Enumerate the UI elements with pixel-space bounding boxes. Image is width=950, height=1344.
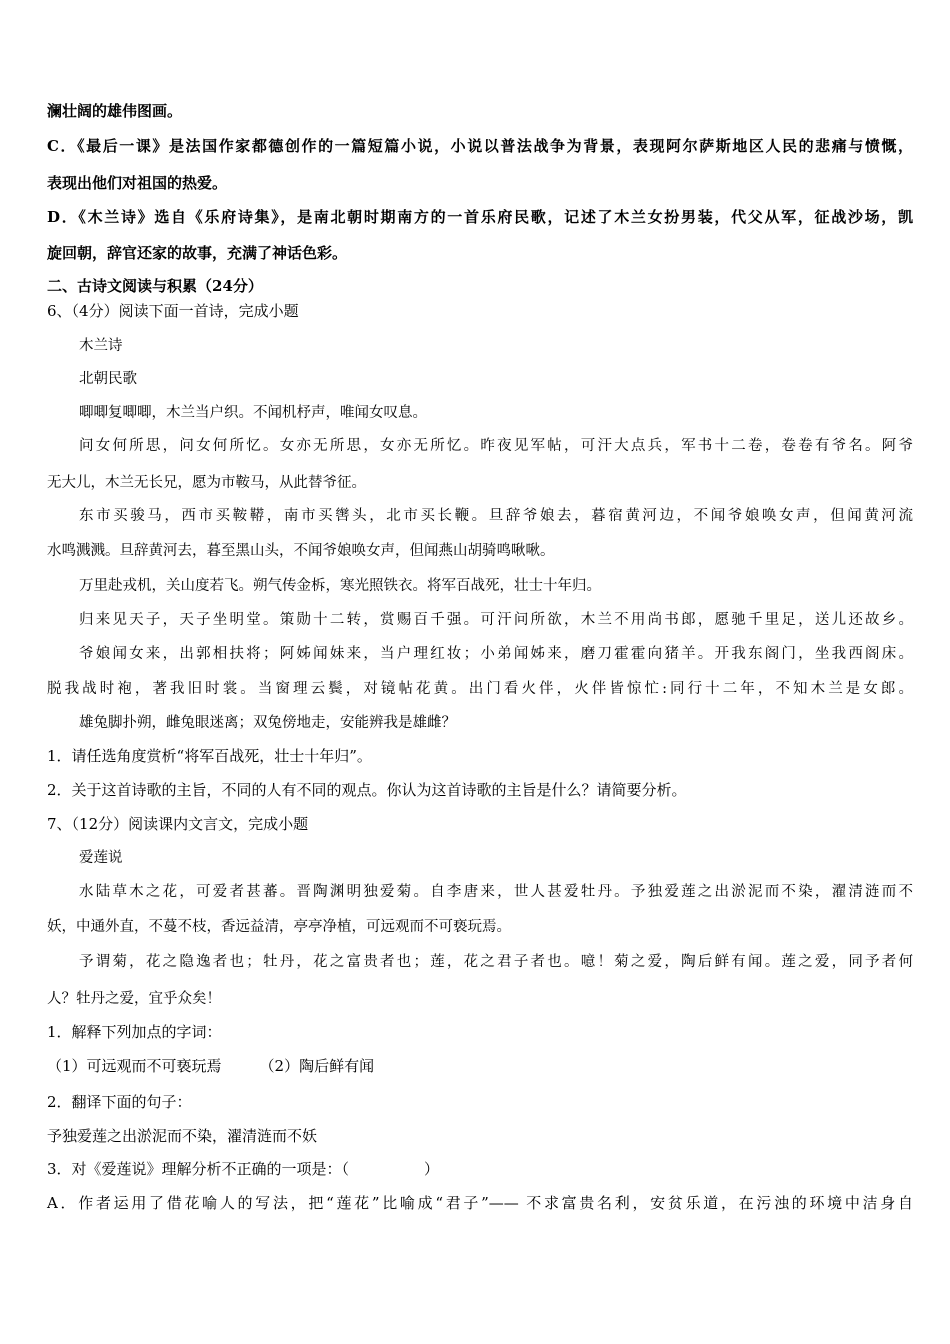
question-6-prompt: 6、（4分）阅读下面一首诗，完成小题: [47, 302, 299, 320]
question-7-sub2: 2．翻译下面的句子：: [47, 1093, 192, 1111]
poem-line: 无大儿，木兰无长兄，愿为市鞍马，从此替爷征。: [47, 475, 366, 491]
option-d-line2: 旋回朝，辞官还家的故事，充满了神话色彩。: [47, 244, 348, 262]
poem-line: 东市买骏马，西市买鞍鞯，南市买辔头，北市买长鞭。旦辞爷娘去，暮宿黄河边，不闻爷娘唤女声，但闻黄河流: [79, 508, 913, 524]
option-c-line1: C．《最后一课》是法国作家都德创作的一篇短篇小说，小说以普法战争为背景，表现阿尔萨斯地区人民的悲痛与愤慨，: [47, 137, 913, 155]
poem-line: 雄兔脚扑朔，雌兔眼迷离；双兔傍地走，安能辨我是雄雌？: [79, 715, 456, 731]
sub1-item-1: （1）可远观而不可亵玩焉: [47, 1057, 222, 1075]
essay-title: 爱莲说: [79, 850, 123, 866]
poem-line: 唧唧复唧唧，木兰当户织。不闻机杼声，唯闻女叹息。: [79, 405, 427, 421]
essay-line: 人？牡丹之爱，宜乎众矣！: [47, 991, 221, 1007]
option-c-line2: 表现出他们对祖国的热爱。: [47, 174, 228, 192]
poem-author: 北朝民歌: [79, 371, 137, 387]
question-7-sub1-items: [47, 1055, 913, 1077]
poem-line: 万里赴戎机，关山度若飞。朔气传金柝，寒光照铁衣。将军百战死，壮士十年归。: [79, 578, 601, 594]
poem-line: 脱我战时袍，著我旧时裳。当窗理云鬓，对镜帖花黄。出门看火伴，火伴皆惊忙:同行十二年，不知木兰是女郎。: [47, 681, 913, 697]
option-d-line1: D．《木兰诗》选自《乐府诗集》，是南北朝时期南方的一首乐府民歌，记述了木兰女扮男装，代父从军，征战沙场，凯: [47, 208, 913, 226]
poem-line: 爷娘闻女来，出郭相扶将；阿姊闻妹来，当户理红妆；小弟闻姊来，磨刀霍霍向猪羊。开我东阁门，坐我西阁床。: [79, 646, 913, 662]
question-7-sub2-sentence: 予独爱莲之出淤泥而不染，濯清涟而不妖: [47, 1127, 318, 1145]
poem-line: 归来见天子，天子坐明堂。策勋十二转，赏赐百千强。可汗问所欲，木兰不用尚书郎，愿驰千里足，送儿还故乡。: [79, 612, 913, 628]
essay-line: 予谓菊，花之隐逸者也；牡丹，花之富贵者也；莲，花之君子者也。噫！菊之爱，陶后鲜有闻。莲之爱，同予者何: [79, 954, 913, 970]
poem-title: 木兰诗: [79, 338, 123, 354]
section-heading: 二、古诗文阅读与积累（24分）: [47, 277, 263, 295]
poem-line: 水鸣溅溅。旦辞黄河去，暮至黑山头，不闻爷娘唤女声，但闻燕山胡骑鸣啾啾。: [47, 543, 555, 559]
question-7-option-a: A．作者运用了借花喻人的写法，把“莲花”比喻成“君子”—— 不求富贵名利，安贫乐道，在污浊的环境中洁身自: [47, 1194, 913, 1212]
question-7-sub1: 1．解释下列加点的字词：: [47, 1023, 222, 1041]
question-7-sub3: 3．对《爱莲说》理解分析不正确的一项是：（ ）: [47, 1160, 440, 1178]
essay-line: 水陆草木之花，可爱者甚蕃。晋陶渊明独爱菊。自李唐来，世人甚爱牡丹。予独爱莲之出淤泥而不染，濯清涟而不: [79, 884, 913, 900]
question-6-sub1: 1．请任选角度赏析“将军百战死，壮士十年归”。: [47, 747, 372, 765]
question-6-sub2: 2．关于这首诗歌的主旨，不同的人有不同的观点。你认为这首诗歌的主旨是什么？请简要分析。: [47, 781, 687, 799]
option-b-tail: 澜壮阔的雄伟图画。: [47, 102, 183, 120]
essay-line: 妖，中通外直，不蔓不枝，香远益清，亭亭净植，可远观而不可亵玩焉。: [47, 919, 511, 935]
sub1-item-2: （2）陶后鲜有闻: [259, 1057, 375, 1075]
poem-line: 问女何所思，问女何所忆。女亦无所思，女亦无所忆。昨夜见军帖，可汗大点兵，军书十二卷，卷卷有爷名。阿爷: [79, 438, 913, 454]
question-7-prompt: 7、（12分）阅读课内文言文，完成小题: [47, 815, 309, 833]
